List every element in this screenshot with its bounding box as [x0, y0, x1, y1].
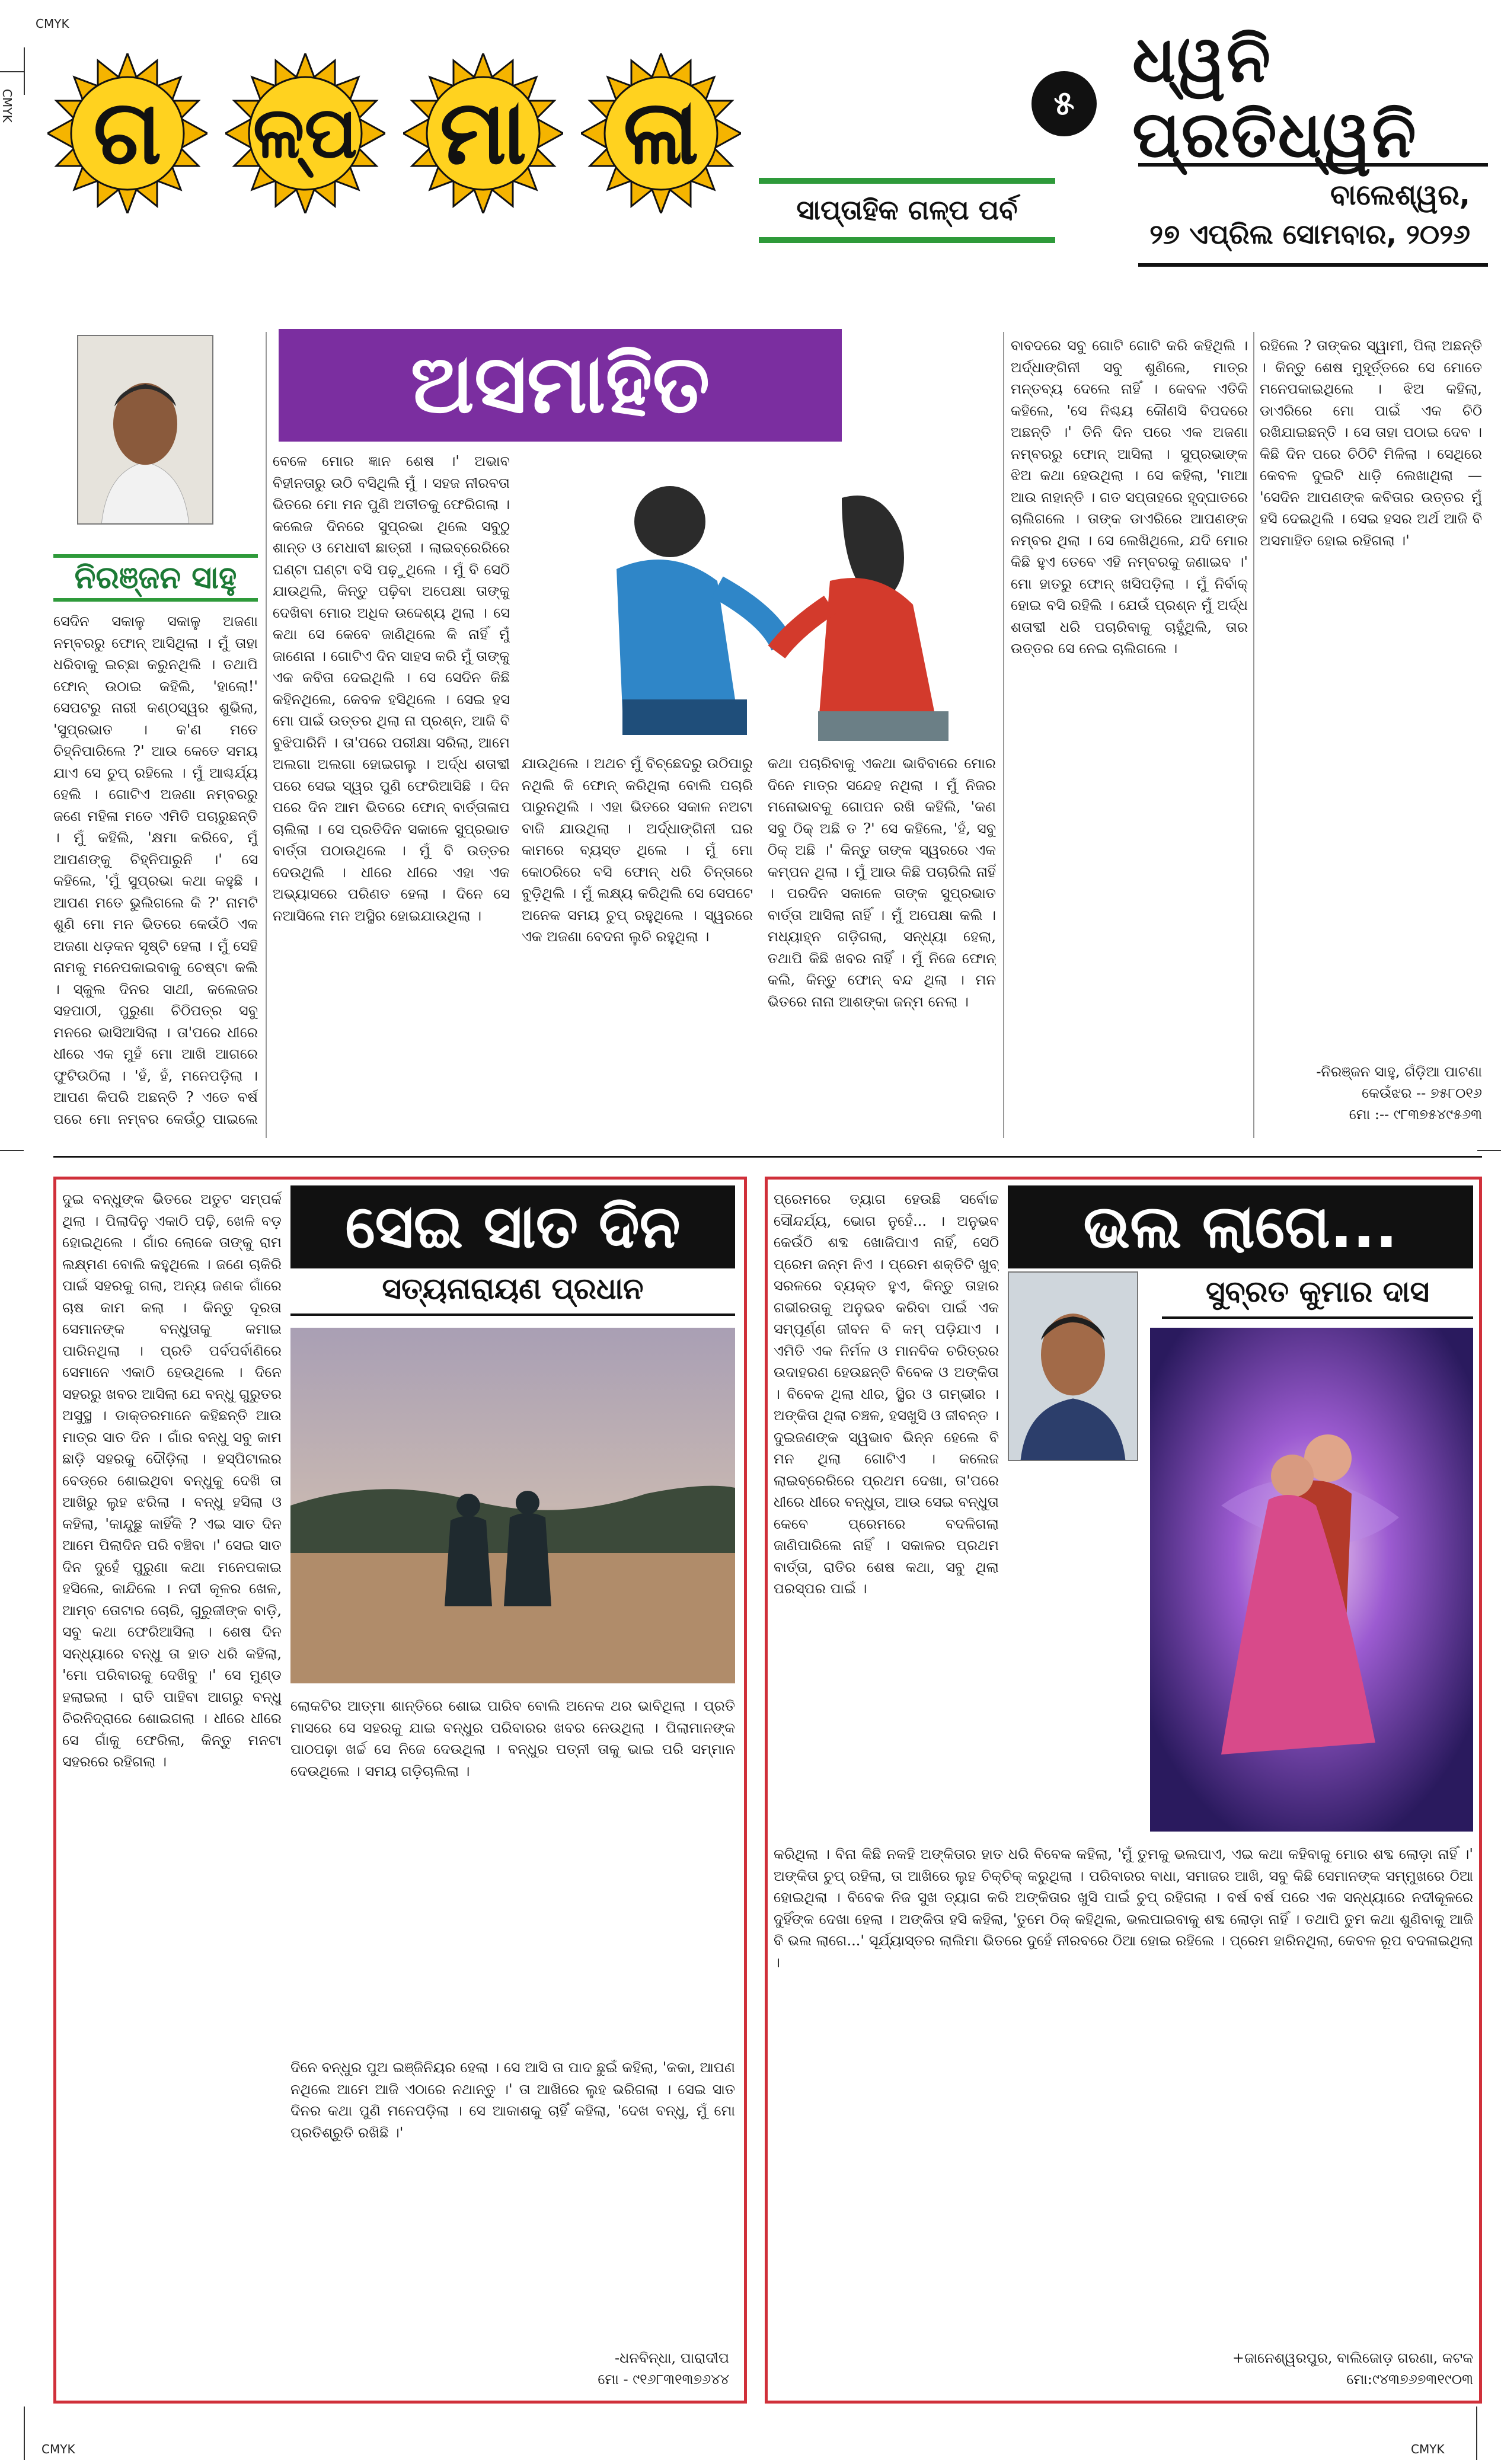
story1-signature [1260, 1061, 1482, 1132]
story2-column-left: ଦୁଇ ବନ୍ଧୁଙ୍କ ଭିତରେ ଅତୁଟ ସମ୍ପର୍କ ଥିଲା । ପିଲାଦିନୁ ଏକାଠି ପଢ଼ି, ଖେଳି ବଡ଼ ହୋଇଥିଲେ । ଗାଁର ଲୋକେ ତାଙ୍କୁ ରାମ ଲକ୍ଷ୍ମଣ ବୋଲି କହୁଥିଲେ । ଜଣେ ଚାକିରି ପାଇଁ ସହରକୁ ଗଲା, ଅନ୍ୟ ଜଣକ ଗାଁରେ ଚାଷ କାମ କଲା । କିନ୍ତୁ ଦୂରତା ସେମାନଙ୍କ ବନ୍ଧୁତାକୁ କମାଇ ପାରିନଥିଲା । ପ୍ରତି ପର୍ବପର୍ବାଣିରେ ସେମାନେ ଏକାଠି ହେଉଥିଲେ । ଦିନେ ସହରରୁ ଖବର ଆସିଲା ଯେ ବନ୍ଧୁ ଗୁରୁତର ଅସୁସ୍ଥ । ଡାକ୍ତରମାନେ କହିଛନ୍ତି ଆଉ ମାତ୍ର ସାତ ଦିନ । ଗାଁର ବନ୍ଧୁ ସବୁ କାମ ଛାଡ଼ି ସହରକୁ ଦୌଡ଼ିଲା । ହସ୍ପିଟାଲର ବେଡ୍‌ରେ ଶୋଇଥିବା ବନ୍ଧୁକୁ ଦେଖି ତା ଆଖିରୁ ଲୁହ ଝରିଲା । ବନ୍ଧୁ ହସିଲା ଓ କହିଲା, 'କାନ୍ଦୁଛୁ କାହିଁକି ? ଏଇ ସାତ ଦିନ ଆମେ ପିଲାଦିନ ପରି ବଞ୍ଚିବା ।' ସେଇ ସାତ ଦିନ ଦୁହେଁ ପୁରୁଣା କଥା ମନେପକାଇ ହସିଲେ, କାନ୍ଦିଲେ । ନଦୀ କୂଳର ଖେଳ, ଆମ୍ବ ତୋଟାର ଚୋରି, ଗୁରୁଜୀଙ୍କ ବାଡ଼ି, ସବୁ କଥା ଫେରିଆସିଲା । ଶେଷ ଦିନ ସନ୍ଧ୍ୟାରେ ବନ୍ଧୁ ତା ହାତ ଧରି କହିଲା, 'ମୋ ପରିବାରକୁ ଦେଖିବୁ ।' ସେ ମୁଣ୍ଡ ହଲାଇଲା । ରାତି ପାହିବା ଆଗରୁ ବନ୍ଧୁ ଚିରନିଦ୍ରାରେ ଶୋଇଗଲା । ଧୀରେ ଧୀରେ ସେ ଗାଁକୁ ଫେରିଲା, କିନ୍ତୁ ମନଟା ସହରରେ ରହିଗଲା । [62, 1191, 282, 1770]
signature-line: ମୋ - ୯୧୬୮୩୧୩୭୬୪୪ [598, 2371, 729, 2388]
column-rule [1003, 332, 1004, 1138]
story1-column-2: ବେଳେ ମୋର ଜ୍ଞାନ ଶେଷ ।' ଅଭାବ ବିହୀନତାରୁ ଉଠି ବସିଥିଲି ମୁଁ । ସହଜ ନୀରବତା ଭିତରେ ମୋ ମନ ପୁଣି ଅତୀତକୁ ଫେରିଗଲା । କଲେଜ ଦିନରେ ସୁପ୍ରଭା ଥିଲେ ସବୁଠୁ ଶାନ୍ତ ଓ ମେଧାବୀ ଛାତ୍ରୀ । ଲାଇବ୍ରେରିରେ ଘଣ୍ଟା ଘଣ୍ଟା ବସି ପଢ଼ୁଥିଲେ । ମୁଁ ବି ସେଠି ଯାଉଥିଲି, କିନ୍ତୁ ପଢ଼ିବା ଅପେକ୍ଷା ତାଙ୍କୁ ଦେଖିବା ମୋର ଅଧିକ ଉଦ୍ଦେଶ୍ୟ ଥିଲା । ସେ କଥା ସେ କେବେ ଜାଣିଥିଲେ କି ନାହିଁ ମୁଁ ଜାଣେନା । ଗୋଟିଏ ଦିନ ସାହସ କରି ମୁଁ ତାଙ୍କୁ ଏକ କବିତା ଦେଇଥିଲି । ସେ ସେଦିନ କିଛି କହିନଥିଲେ, କେବଳ ହସିଥିଲେ । ସେଇ ହସ ମୋ ପାଇଁ ଉତ୍ତର ଥିଲା ନା ପ୍ରଶ୍ନ, ଆଜି ବି ବୁଝିପାରିନି । ତା'ପରେ ପରୀକ୍ଷା ସରିଲା, ଆମେ ଅଲଗା ଅଲଗା ହୋଇଗଲୁ । ଅର୍ଦ୍ଧ ଶତାବ୍ଦୀ ପରେ ସେଇ ସ୍ୱର ପୁଣି ଫେରିଆସିଛି । ଦିନ ପରେ ଦିନ ଆମ ଭିତରେ ଫୋନ୍ ବାର୍ତ୍ତାଳାପ ଚାଲିଲା । ସେ ପ୍ରତିଦିନ ସକାଳେ ସୁପ୍ରଭାତ ବାର୍ତ୍ତା ପଠାଉଥିଲେ । ମୁଁ ବି ଉତ୍ତର ଦେଉଥିଲି । ଧୀରେ ଧୀରେ ଏହା ଏକ ଅଭ୍ୟାସରେ ପରିଣତ ହେଲା । ଦିନେ ସେ ନଆସିଲେ ମନ ଅସ୍ଥିର ହୋଇଯାଉଥିଲା । [273, 453, 510, 924]
logo-letter-3: ମା [439, 81, 527, 184]
supplement-label: ସାପ୍ତାହିକ ଗଳ୍ପ ପର୍ବ [759, 178, 1055, 243]
page-number: ୫ [1031, 71, 1097, 136]
signature-line: +ଜାନେଶ୍ୱରପୁର, ବାଲିଜୋଡ଼ ଗରଣା, କଟକ [1232, 2350, 1473, 2366]
signature-line: -ନିରଞ୍ଜନ ସାହୁ, ଗଁଡ଼ିଆ ପାଟଣା [1316, 1063, 1482, 1080]
story1-column-1: ସେଦିନ ସକାଳୁ ସକାଳୁ ଅଜଣା ନମ୍ବରରୁ ଫୋନ୍ ଆସିଥିଲା । ମୁଁ ତାହା ଧରିବାକୁ ଇଚ୍ଛା କରୁନଥିଲି । ତଥାପି ଫୋନ୍ ଉଠାଇ କହିଲି, 'ହାଲୋ!' ସେପଟରୁ ନାରୀ କଣ୍ଠସ୍ୱର ଶୁଭିଲା, 'ସୁପ୍ରଭାତ । କ'ଣ ମତେ ଚିହ୍ନିପାରିଲେ ?' ଆଉ କେତେ ସମୟ ଯାଏ ସେ ଚୁପ୍ ରହିଲେ । ମୁଁ ଆଶ୍ଚର୍ଯ୍ୟ ହେଲି । ଗୋଟିଏ ଅଜଣା ନମ୍ବରରୁ ଜଣେ ମହିଳା ମତେ ଏମିତି ପଚାରୁଛନ୍ତି । ମୁଁ କହିଲି, 'କ୍ଷମା କରିବେ, ମୁଁ ଆପଣଙ୍କୁ ଚିହ୍ନିପାରୁନି ।' ସେ କହିଲେ, 'ମୁଁ ସୁପ୍ରଭା କଥା କହୁଛି । ଆପଣ ମତେ ଭୁଲିଗଲେ କି ?' ନାମଟି ଶୁଣି ମୋ ମନ ଭିତରେ କେଉଁଠି ଏକ ଅଜଣା ଧଡ଼କନ ସୃଷ୍ଟି ହେଲା । ମୁଁ ସେହି ନାମକୁ ମନେପକାଇବାକୁ ଚେଷ୍ଟା କଲି । ସ୍କୁଲ ଦିନର ସାଥୀ, କଲେଜର ସହପାଠୀ, ପୁରୁଣା ଚିଠିପତ୍ର ସବୁ ମନରେ ଭାସିଆସିଲା । ତା'ପରେ ଧୀରେ ଧୀରେ ଏକ ମୁହଁ ମୋ ଆଖି ଆଗରେ ଫୁଟିଉଠିଲା । 'ହଁ, ହଁ, ମନେପଡ଼ିଲା । ଆପଣ କିପରି ଅଛନ୍ତି ? ଏତେ ବର୍ଷ ପରେ ମୋ ନମ୍ବର କେଉଁଠୁ ପାଇଲେ [53, 613, 258, 1127]
crop-mark [1477, 1150, 1501, 1151]
story3-column-top: ପ୍ରେମରେ ତ୍ୟାଗ ହେଉଛି ସର୍ବୋଚ୍ଚ ସୌନ୍ଦର୍ଯ୍ୟ, ଭୋଗ ନୁହେଁ... । ଅନୁଭବ କେଉଁଠି ଶବ୍ଦ ଖୋଜିପାଏ ନାହିଁ, ସେଠି ପ୍ରେମ ଜନ୍ମ ନିଏ । ପ୍ରେମ ଶକ୍ତିଟି ଖୁବ୍ ସରଳରେ ବ୍ୟକ୍ତ ହୁଏ, କିନ୍ତୁ ତାହାର ଗଭୀରତାକୁ ଅନୁଭବ କରିବା ପାଇଁ ଏକ ସମ୍ପୂର୍ଣ୍ଣ ଜୀବନ ବି କମ୍ ପଡ଼ିଯାଏ । ଏମିତି ଏକ ନିର୍ମଳ ଓ ମାନବିକ ଚରିତ୍ରର ଉଦାହରଣ ହେଉଛନ୍ତି ବିବେକ ଓ ଅଙ୍କିତା । ବିବେକ ଥିଲା ଧୀର, ସ୍ଥିର ଓ ଗମ୍ଭୀର । ଅଙ୍କିତା ଥିଲା ଚଞ୍ଚଳ, ହସଖୁସି ଓ ଜୀବନ୍ତ । ଦୁଇଜଣଙ୍କ ସ୍ୱଭାବ ଭିନ୍ନ ହେଲେ ବି ମନ ଥିଲା ଗୋଟିଏ । କଲେଜ ଲାଇବ୍ରେରିରେ ପ୍ରଥମ ଦେଖା, ତା'ପରେ ଧୀରେ ଧୀରେ ବନ୍ଧୁତା, ଆଉ ସେଇ ବନ୍ଧୁତା କେବେ ପ୍ରେମରେ ବଦଳିଗଲା ଜାଣିପାରିଲେ ନାହିଁ । ସକାଳର ପ୍ରଥମ ବାର୍ତ୍ତା, ରାତିର ଶେଷ କଥା, ସବୁ ଥିଲା ପରସ୍ପର ପାଇଁ । [774, 1191, 999, 1597]
story2-column-bottom-b: ଦିନେ ବନ୍ଧୁର ପୁଅ ଇଞ୍ଜିନିୟର ହେଲା । ସେ ଆସି ତା ପାଦ ଛୁଇଁ କହିଲା, 'କକା, ଆପଣ ନଥିଲେ ଆମେ ଆଜି ଏଠାରେ ନଥାନ୍ତୁ ।' ତା ଆଖିରେ ଲୁହ ଭରିଗଲା । ସେଇ ସାତ ଦିନର କଥା ପୁଣି ମନେପଡ଼ିଲା । ସେ ଆକାଶକୁ ଚାହିଁ କହିଲା, 'ଦେଖ ବନ୍ଧୁ, ମୁଁ ମୋ ପ୍ରତିଶ୍ରୁତି ରଖିଛି ।' [290, 2059, 735, 2141]
signature-line: ମୋ:୯୪୩୭୬୭୩୧୯୦୩ [1346, 2371, 1473, 2388]
crop-mark [0, 1150, 24, 1151]
story2-illustration [290, 1328, 735, 1683]
story2-title: ସେଇ ସାତ ଦିନ [290, 1185, 735, 1268]
column-rule [1253, 332, 1254, 1138]
story1-title: ଅସମାହିତ [279, 329, 842, 442]
sun-icon [403, 53, 563, 213]
print-mark-bottom-right: CMYK [1411, 2442, 1445, 2456]
logo-letter-4: ଳା [623, 81, 699, 184]
author-photo [1008, 1271, 1138, 1461]
print-mark-top-left: CMYK [36, 17, 69, 31]
series-logo [47, 47, 759, 225]
story3-author: ସୁବ୍ରତ କୁମାର ଦାସ [1162, 1274, 1473, 1319]
print-mark-bottom-left: CMYK [41, 2442, 75, 2456]
dateline-city: ବାଲେଶ୍ୱର, [1330, 178, 1470, 212]
sun-icon [225, 53, 385, 213]
story1-column-4: କଥା ପଚାରିବାକୁ ଏକଥା ଭାବିବାରେ ମୋର ଦିନେ ମାତ୍ର ସନ୍ଦେହ ନଥିଲା । ମୁଁ ନିଜର ମନୋଭାବକୁ ଗୋପନ ରଖି କହିଲି, 'କଣ ସବୁ ଠିକ୍ ଅଛି ତ ?' ସେ କହିଲେ, 'ହଁ, ସବୁ ଠିକ୍ ଅଛି ।' କିନ୍ତୁ ତାଙ୍କ ସ୍ୱରରେ ଏକ କମ୍ପନ ଥିଲା । ମୁଁ ଆଉ କିଛି ପଚାରିଲି ନାହିଁ । ପରଦିନ ସକାଳେ ତାଙ୍କ ସୁପ୍ରଭାତ ବାର୍ତ୍ତା ଆସିଲା ନାହିଁ । ମୁଁ ଅପେକ୍ଷା କଲି । ମଧ୍ୟାହ୍ନ ଗଡ଼ିଗଲା, ସନ୍ଧ୍ୟା ହେଲା, ତଥାପି କିଛି ଖବର ନାହିଁ । ମୁଁ ନିଜେ ଫୋନ୍ କଲି, କିନ୍ତୁ ଫୋନ୍ ବନ୍ଦ ଥିଲା । ମନ ଭିତରେ ନାନା ଆଶଙ୍କା ଜନ୍ମ ନେଲା । [768, 755, 996, 1010]
sun-icon [47, 53, 207, 213]
print-mark-top-side: CMYK [0, 89, 14, 123]
story3-illustration [1150, 1328, 1473, 1832]
story3-column-bottom: କରିଥିଲା । ବିନା କିଛି ନକହି ଅଙ୍କିତାର ହାତ ଧରି ବିବେକ କହିଲା, 'ମୁଁ ତୁମକୁ ଭଲପାଏ, ଏଇ କଥା କହିବାକୁ ମୋର ଶବ୍ଦ ଲୋଡ଼ା ନାହିଁ ।' ଅଙ୍କିତା ଚୁପ୍ ରହିଲା, ତା ଆଖିରେ ଲୁହ ଚିକ୍‌ଚିକ୍ କରୁଥିଲା । ପରିବାରର ବାଧା, ସମାଜର ଆଖି, ସବୁ କିଛି ସେମାନଙ୍କ ସମ୍ମୁଖରେ ଠିଆ ହୋଇଥିଲା । ବିବେକ ନିଜ ସୁଖ ତ୍ୟାଗ କରି ଅଙ୍କିତାର ଖୁସି ପାଇଁ ଚୁପ୍ ରହିଗଲା । ବର୍ଷ ବର୍ଷ ପରେ ଏକ ସନ୍ଧ୍ୟାରେ ନଦୀକୂଳରେ ଦୁହିଁଙ୍କ ଦେଖା ହେଲା । ଅଙ୍କିତା ହସି କହିଲା, 'ତୁମେ ଠିକ୍ କହିଥିଲ, ଭଲପାଇବାକୁ ଶବ୍ଦ ଲୋଡ଼ା ନାହିଁ । ତଥାପି ତୁମ କଥା ଶୁଣିବାକୁ ଆଜି ବି ଭଲ ଲାଗେ...' ସୂର୍ଯ୍ୟାସ୍ତର ଲାଲିମା ଭିତରେ ଦୁହେଁ ନୀରବରେ ଠିଆ ହୋଇ ରହିଲେ । ପ୍ରେମ ହାରିନଥିଲା, କେବଳ ରୂପ ବଦଳାଇଥିଲା । [774, 1846, 1473, 1971]
story3-signature [1008, 2347, 1473, 2395]
crop-mark [0, 71, 24, 72]
story2-author: ସତ୍ୟନାରାୟଣ ପ୍ରଧାନ [290, 1271, 735, 1316]
section-rule [53, 1156, 1482, 1158]
crop-mark [24, 2407, 25, 2460]
dateline [1138, 163, 1488, 267]
signature-line: -ଧନବିନ୍ଧା, ପାରାଦୀପ [615, 2350, 729, 2366]
author-photo [77, 335, 213, 525]
crop-mark [1476, 2407, 1477, 2460]
signature-line: ମୋ :-- ୯୮୩୭୫୪୯୫୬୩ [1349, 1106, 1482, 1123]
story1-column-6: ରହିଲେ ? ତାଙ୍କର ସ୍ୱାମୀ, ପିଲା ଅଛନ୍ତି । କିନ୍ତୁ ଶେଷ ମୁହୂର୍ତ୍ତରେ ସେ ମୋତେ ମନେପକାଇଥିଲେ । ଝିଅ କହିଲା, ଡାଏରିରେ ମୋ ପାଇଁ ଏକ ଚିଠି ରଖିଯାଇଛନ୍ତି । ସେ ତାହା ପଠାଇ ଦେବ । କିଛି ଦିନ ପରେ ଚିଠିଟି ମିଳିଲା । ସେଥିରେ କେବଳ ଦୁଇଟି ଧାଡ଼ି ଲେଖାଥିଲା — 'ସେଦିନ ଆପଣଙ୍କ କବିତାର ଉତ୍ତର ମୁଁ ହସି ଦେଇଥିଲି । ସେଇ ହସର ଅର୍ଥ ଆଜି ବି ଅସମାହିତ ହୋଇ ରହିଗଲା ।' [1260, 337, 1482, 549]
logo-letter-2: ଳ୍ପ [253, 92, 358, 174]
story1-author: ନିରଞ୍ଜନ ସାହୁ [53, 554, 258, 602]
column-rule [266, 332, 267, 1138]
story2-signature [290, 2347, 729, 2395]
story1-column-5: ବାବଦରେ ସବୁ ଗୋଟି ଗୋଟି କରି କହିଥିଲି । ଅର୍ଦ୍ଧାଙ୍ଗିନୀ ସବୁ ଶୁଣିଲେ, ମାତ୍ର ମନ୍ତବ୍ୟ ଦେଲେ ନାହିଁ । କେବଳ ଏତିକି କହିଲେ, 'ସେ ନିଶ୍ଚୟ କୌଣସି ବିପଦରେ ଅଛନ୍ତି ।' ତିନି ଦିନ ପରେ ଏକ ଅଜଣା ନମ୍ବରରୁ ଫୋନ୍ ଆସିଲା । ସୁପ୍ରଭାଙ୍କ ଝିଅ କଥା ହେଉଥିଲା । ସେ କହିଲା, 'ମାଆ ଆଉ ନାହାନ୍ତି । ଗତ ସପ୍ତାହରେ ହୃଦ୍‌ଘାତରେ ଚାଲିଗଲେ । ତାଙ୍କ ଡାଏରିରେ ଆପଣଙ୍କ ନମ୍ବର ଥିଲା । ସେ ଲେଖିଥିଲେ, ଯଦି ମୋର କିଛି ହୁଏ ତେବେ ଏହି ନମ୍ବରକୁ ଜଣାଇବ ।' ମୋ ହାତରୁ ଫୋନ୍ ଖସିପଡ଼ିଲା । ମୁଁ ନିର୍ବାକ୍ ହୋଇ ବସି ରହିଲି । ଯେଉଁ ପ୍ରଶ୍ନ ମୁଁ ଅର୍ଦ୍ଧ ଶତାବ୍ଦୀ ଧରି ପଚାରିବାକୁ ଚାହୁଁଥିଲି, ତାର ଉତ୍ତର ସେ ନେଇ ଚାଲିଗଲେ । [1011, 337, 1248, 657]
story2-column-bottom-a: ଲୋକଟିର ଆତ୍ମା ଶାନ୍ତିରେ ଶୋଇ ପାରିବ ବୋଲି ଅନେକ ଥର ଭାବିଥିଲା । ପ୍ରତି ମାସରେ ସେ ସହରକୁ ଯାଇ ବନ୍ଧୁର ପରିବାରର ଖବର ନେଉଥିଲା । ପିଲାମାନଙ୍କ ପାଠପଢ଼ା ଖର୍ଚ୍ଚ ସେ ନିଜେ ଦେଉଥିଲା । ବନ୍ଧୁର ପତ୍ନୀ ତାକୁ ଭାଇ ପରି ସମ୍ମାନ ଦେଉଥିଲେ । ସମୟ ଗଡ଼ିଚାଲିଲା । [290, 1698, 735, 1779]
logo-letter-1: ଗ [93, 81, 162, 184]
story1-column-3: ଯାଉଥିଲେ । ଅଥଚ ମୁଁ ବିଚ୍ଛେଦରୁ ଉଠିପାରୁ ନଥିଲି କି ଫୋନ୍ କରିଥିଲା ବୋଲି ପଚାରି ପାରୁନଥିଲି । ଏହା ଭିତରେ ସକାଳ ନଅଟା ବାଜି ଯାଉଥିଲା । ଅର୍ଦ୍ଧାଙ୍ଗିନୀ ଘର କାମରେ ବ୍ୟସ୍ତ ଥିଲେ । ମୁଁ ମୋ କୋଠରିରେ ବସି ଫୋନ୍ ଧରି ଚିନ୍ତାରେ ବୁଡ଼ିଥିଲି । ମୁଁ ଲକ୍ଷ୍ୟ କରିଥିଲି ସେ ସେପଟେ ଅନେକ ସମୟ ଚୁପ୍ ରହୁଥିଲେ । ସ୍ୱରରେ ଏକ ଅଜଣା ବେଦନା ଲୁଚି ରହୁଥିଲା । [522, 755, 753, 945]
newspaper-name: ଧ୍ୱନି ପ୍ରତିଧ୍ୱନି [1132, 23, 1417, 172]
dateline-date: ୨୭ ଏପ୍ରିଲ ସୋମବାର, ୨୦୨୬ [1149, 218, 1470, 250]
story1-illustration [522, 450, 996, 747]
sun-icon [581, 53, 741, 213]
story3-title: ଭଲ ଲାଗେ... [1008, 1185, 1473, 1268]
signature-line: କେଉଁଝର -- ୭୫୮୦୧୬ [1362, 1085, 1482, 1101]
